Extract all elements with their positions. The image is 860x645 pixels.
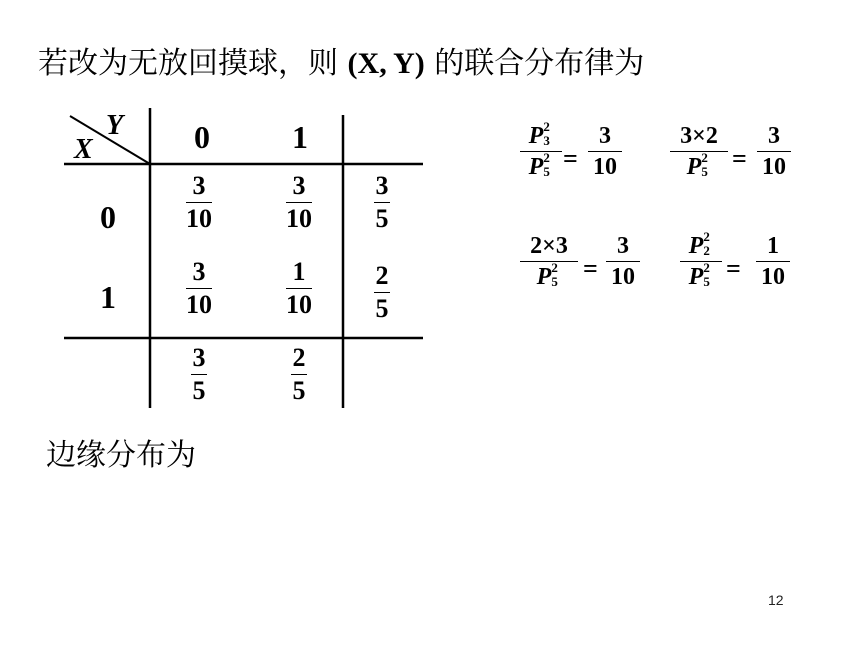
formula-3-den-sup: 2	[551, 260, 558, 275]
col-marginal-1-numerator: 2	[292, 343, 306, 372]
formula-1-num-base: P	[528, 123, 544, 149]
formula-1-rhs	[588, 122, 622, 181]
formula-1-rhs-denominator: 10	[593, 154, 617, 180]
formula-3-equals: =	[583, 254, 598, 283]
title-prefix: 若改为无放回摸球，则	[38, 46, 338, 81]
formula-4-num-sub: 2	[703, 243, 710, 258]
title-suffix: 的联合分布律为	[434, 46, 645, 81]
cell-1-1-numerator: 1	[292, 257, 306, 286]
row-marginal-1-numerator: 2	[375, 261, 389, 290]
formula-2-numerator: 3×2	[680, 123, 718, 149]
formula-2-lhs	[670, 122, 728, 181]
formula-4-den-base: P	[688, 264, 704, 290]
formula-4-den-sub: 5	[703, 274, 710, 289]
row-marginal-0-numerator: 3	[375, 171, 389, 200]
row-header-0: 0	[100, 199, 116, 235]
formula-3-rhs	[606, 232, 640, 291]
formula-4-num-base: P	[688, 233, 704, 259]
row-header-1: 1	[100, 279, 116, 315]
row-marginal-0	[362, 172, 402, 233]
cell-1-0-numerator: 3	[192, 257, 206, 286]
cell-1-0	[179, 258, 219, 319]
formula-3-den-sub: 5	[551, 274, 558, 289]
formula-1-num-sup: 2	[543, 119, 550, 134]
formula-4-rhs	[756, 232, 790, 291]
formula-1-equals: =	[563, 144, 578, 173]
cell-0-0-numerator: 3	[192, 171, 206, 200]
cell-1-0-denominator: 10	[186, 290, 212, 319]
formula-1-rhs-numerator: 3	[599, 123, 611, 149]
cell-0-1-denominator: 10	[286, 204, 312, 233]
cell-0-0-denominator: 10	[186, 204, 212, 233]
formula-3-lhs	[520, 232, 578, 291]
formula-2-equals: =	[732, 144, 747, 173]
formula-4-num-sup: 2	[703, 229, 710, 244]
formula-4-den-sup: 2	[703, 260, 710, 275]
marginal-heading: 边缘分布为	[46, 438, 196, 473]
formula-3-den-base: P	[536, 264, 552, 290]
formula-1-den-sub: 5	[543, 164, 550, 179]
row-marginal-1-denominator: 5	[375, 294, 389, 323]
col-marginal-0	[179, 344, 219, 405]
col-header-1: 1	[292, 119, 308, 155]
cell-1-1	[279, 258, 319, 319]
formula-2-den-sub: 5	[701, 164, 708, 179]
formula-2-rhs	[757, 122, 791, 181]
cell-1-1-denominator: 10	[286, 290, 312, 319]
formula-1-den-base: P	[528, 154, 544, 180]
formula-2-rhs-denominator: 10	[762, 154, 786, 180]
formula-3-rhs-numerator: 3	[617, 233, 629, 259]
formula-1-num-sub: 3	[543, 133, 550, 148]
col-marginal-1	[279, 344, 319, 405]
formula-4-rhs-denominator: 10	[761, 264, 785, 290]
formula-3-numerator: 2×3	[530, 233, 568, 259]
corner-x-label: X	[74, 134, 93, 165]
formula-3-rhs-denominator: 10	[611, 264, 635, 290]
cell-0-1-numerator: 3	[292, 171, 306, 200]
row-marginal-1	[362, 262, 402, 323]
col-marginal-0-numerator: 3	[192, 343, 206, 372]
formula-1-lhs	[520, 119, 562, 181]
col-header-0: 0	[194, 119, 210, 155]
cell-0-0	[179, 172, 219, 233]
page-number: 12	[768, 592, 784, 608]
formula-2-den-sup: 2	[701, 150, 708, 165]
cell-0-1	[279, 172, 319, 233]
row-marginal-0-denominator: 5	[375, 204, 389, 233]
formula-2-den-base: P	[686, 154, 702, 180]
formula-2-rhs-numerator: 3	[768, 123, 780, 149]
col-marginal-0-denominator: 5	[192, 376, 206, 405]
formula-4-rhs-numerator: 1	[767, 233, 779, 259]
col-marginal-1-denominator: 5	[292, 376, 306, 405]
formula-1-den-sup: 2	[543, 150, 550, 165]
formula-4-lhs	[680, 229, 722, 291]
formula-4-equals: =	[726, 254, 741, 283]
title-math: (X, Y)	[347, 47, 425, 80]
corner-y-label: Y	[106, 110, 124, 141]
